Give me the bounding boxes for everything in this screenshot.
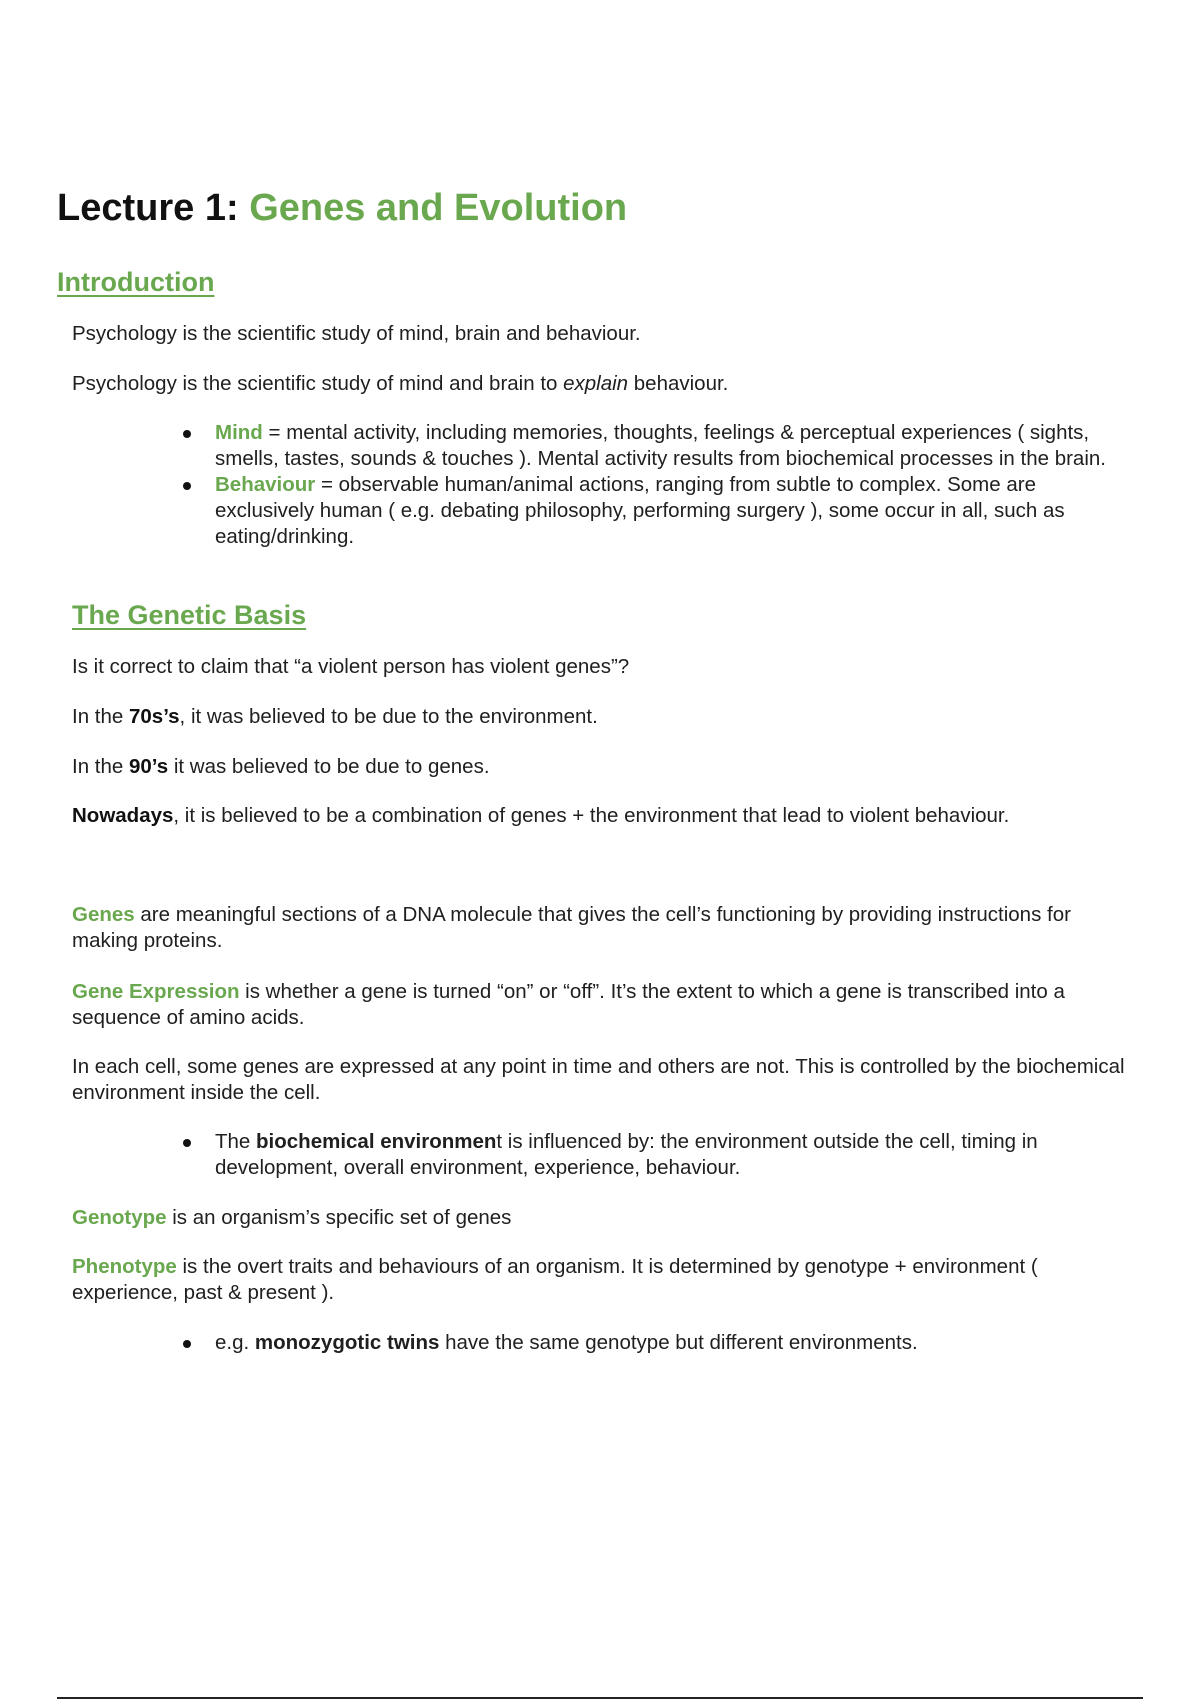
list-item-behaviour: Behaviour = observable human/animal actions, ranging from subtle to complex. Some are exclusively human ( e.g. debating philosophy, performing surgery ), some occur in all, such as eating/drinking. <box>178 472 1118 550</box>
title-prefix: Lecture 1 <box>57 187 226 229</box>
page-title <box>57 186 627 230</box>
list-item-biochemical-environment: The biochemical environment is influenced by: the environment outside the cell, timing in development, overall environment, experience, behaviour. <box>178 1129 1118 1181</box>
nineties-paragraph: In the 90’s it was believed to be due to genes. <box>72 755 490 778</box>
explain-emphasis: explain <box>563 372 629 395</box>
list-item-twins: e.g. monozygotic twins have the same genotype but different environments. <box>178 1330 1118 1356</box>
term-behaviour: Behaviour <box>215 473 316 496</box>
genetic-basis-heading: The Genetic Basis <box>72 600 307 630</box>
twins-bullet-list <box>178 1330 1118 1356</box>
term-genes: Genes <box>72 903 135 926</box>
violent-genes-question: Is it correct to claim that “a violent person has violent genes”? <box>72 655 630 678</box>
genotype-definition: Genotype is an organism’s specific set of genes <box>72 1206 512 1229</box>
term-genotype: Genotype <box>72 1206 167 1229</box>
page-bottom-divider <box>57 1697 1143 1699</box>
gene-expression-definition: Gene Expression is whether a gene is turned “on” or “off”. It’s the extent to which a gene is transcribed into a sequence of amino acids. <box>72 980 1065 1029</box>
intro-bullet-list <box>178 420 1118 550</box>
genes-definition: Genes are meaningful sections of a DNA molecule that gives the cell’s functioning by providing instructions for making proteins. <box>72 903 1071 952</box>
seventies-paragraph: In the 70s’s, it was believed to be due to the environment. <box>72 705 598 728</box>
nowadays-paragraph: Nowadays, it is believed to be a combination of genes + the environment that lead to violent behaviour. <box>72 804 1010 827</box>
term-mind: Mind <box>215 421 263 444</box>
biochem-bullet-list <box>178 1129 1118 1181</box>
title-topic: Genes and Evolution <box>249 187 628 229</box>
term-gene-expression: Gene Expression <box>72 980 240 1003</box>
term-phenotype: Phenotype <box>72 1255 177 1278</box>
title-separator: : <box>225 187 250 229</box>
intro-paragraph-1: Psychology is the scientific study of mind, brain and behaviour. <box>72 322 641 345</box>
introduction-heading: Introduction <box>57 267 215 297</box>
list-item-mind: Mind = mental activity, including memories, thoughts, feelings & perceptual experiences ( sights, smells, tastes, sounds & touches ). Mental activity results from biochemical processes in the brain. <box>178 420 1118 472</box>
intro-paragraph-2: Psychology is the scientific study of mind and brain to explain behaviour. <box>72 372 729 395</box>
phenotype-definition: Phenotype is the overt traits and behaviours of an organism. It is determined by genotype + environment ( experience, past & present ). <box>72 1255 1038 1304</box>
cell-expression-paragraph: In each cell, some genes are expressed at any point in time and others are not. This is controlled by the biochemical environment inside the cell. <box>72 1055 1125 1104</box>
